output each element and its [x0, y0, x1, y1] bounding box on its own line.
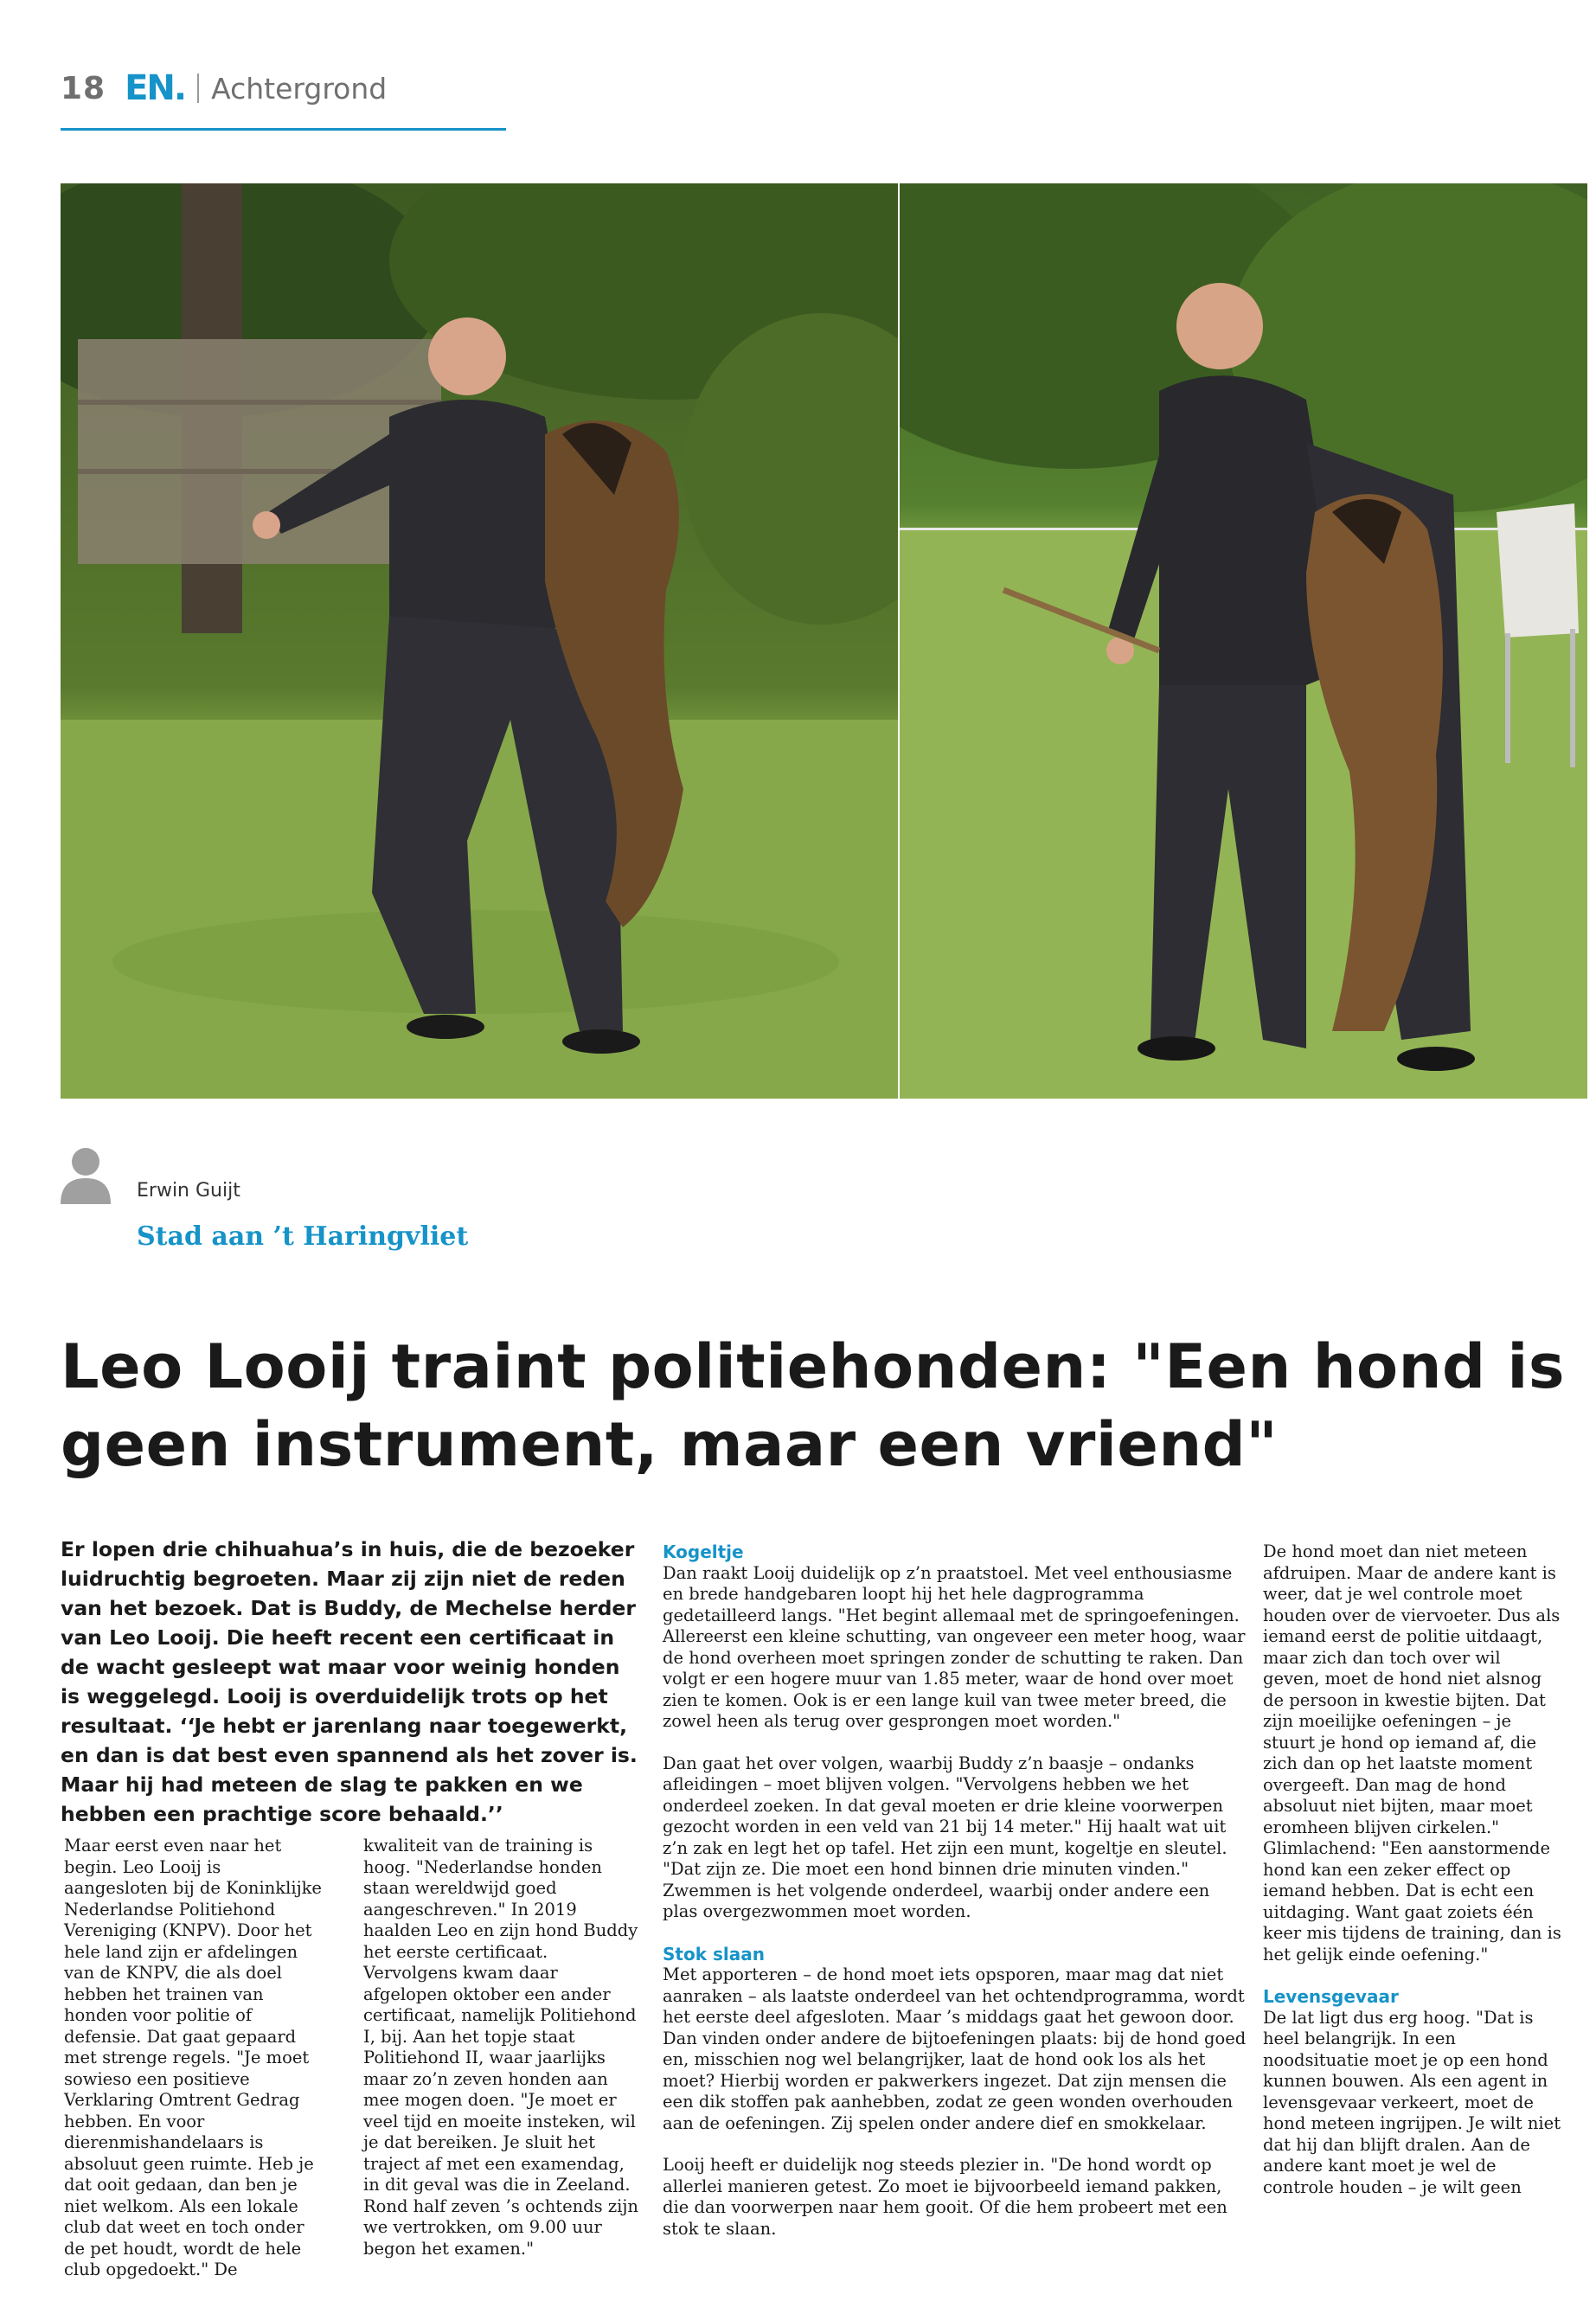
paragraph: Maar eerst even naar het begin. Leo Looij is aangesloten bij de Koninklijke Nederlandse Politiehond Vereniging (KNPV). Door het hele land zijn er afdelingen van de KNPV, die als doel hebben het trainen van honden voor politie of defensie. Dat gaat gepaard met strenge regels. "Je moet sowieso een positieve Verklaring Omtrent Gedrag hebben. En voor dierenmishandelaars is absoluut geen ruimte. Heb je dat ooit gedaan, dan ben je niet welkom. Als een lokale club dat weet en toch onder de pet houdt, wordt de hele club opgedoekt." De	[64, 1836, 322, 2279]
paragraph: Looij heeft er duidelijk nog steeds plezier in. "De hond wordt op allerlei manieren getest. Zo moet ie bijvoorbeeld iemand pakken, die dan voorwerpen naar hem gooit. Of die hem probeert met een stok te slaan.	[663, 2155, 1227, 2239]
person-icon	[61, 1147, 111, 1204]
paragraph: Dan raakt Looij duidelijk op z’n praatstoel. Met veel enthousiasme en brede handgebaren loopt hij het hele dagprogramma gedetailleerd langs. "Het begint allemaal met de springoefeningen. Allereerst een kleine schutting, van ongeveer een meter hoog, waar de hond overheen moet springen zonder de schutting te raken. Dan volgt er een hogere muur van 1.85 meter, waar de hond over moet zien te komen. Ook is er een lange kuil van twee meter breed, die zowel heen als terug over gesprongen moet worden."	[663, 1562, 1246, 1731]
paragraph: Met apporteren – de hond moet iets opsporen, maar mag dat niet aanraken – als laatste onderdeel van het ochtendprogramma, wordt het eerste deel afgesloten. Maar ’s middags gaat het gewoon door. Dan vinden onder andere de bijtoefeningen plaats: bij de hond goed en, misschien nog wel belangrijker, laat de hond ook los als het moet? Hierbij worden er pakwerkers ingezet. Dat zijn mensen die een dik stoffen pak aanhebben, zodat ze geen wonden overhouden aan de oefeningen. Zij spelen onder andere dief en smokkelaar.	[663, 1965, 1247, 2133]
masthead	[61, 62, 387, 114]
photo-dog-training-bite-icon	[900, 183, 1587, 1099]
page-number: 18	[61, 70, 106, 106]
paragraph: Dan gaat het over volgen, waarbij Buddy z’n baasje – ondanks afleidingen – moet blijven volgen. "Vervolgens hebben we het onderdeel zoeken. In dat geval moeten er drie kleine voorwerpen gezocht worden in een veld van 21 bij 14 meter." Hij haalt wat uit z’n zak en legt het op tafel. Het zijn een munt, kogeltje en sleutel. "Dat zijn ze. Die moet een hond binnen drie minuten vinden." Zwemmen is het volgende onderdeel, waarbij onder andere een plas overgezwommen moet worden.	[663, 1753, 1227, 1921]
headline: Leo Looij traint politiehonden: "Een hond is geen instrument, maar een vriend"	[61, 1331, 1566, 1480]
paragraph-gap	[663, 1733, 1247, 1753]
masthead-divider	[197, 74, 199, 103]
photo-dog-training-bite	[900, 183, 1587, 1099]
paragraph-gap	[1263, 1965, 1561, 1986]
newspaper-logo[interactable]: EN.	[125, 68, 186, 108]
paragraph-gap	[663, 1923, 1247, 1944]
intro-paragraph: Er lopen drie chihuahua’s in huis, die de bezoeker luidruchtig begroeten. Maar zij zijn niet de reden van het bezoek. Dat is Buddy, de Mechelse herder van Leo Looij. Die heeft recent een certificaat in de wacht gesleept wat maar voor weinig honden is weggelegd. Looij is overduidelijk trots op het resultaat. ‘‘Je hebt er jarenlang naar toegewerkt, en dan is dat best even spannend als het zover is. Maar hij had meteen de slag te pakken en we hebben een prachtige score behaald.’’	[61, 1537, 638, 1826]
location-label: Stad aan ’t Haringvliet	[137, 1221, 469, 1252]
photo-dog-training-jump	[61, 183, 898, 1099]
paragraph: De hond moet dan niet meteen afdruipen. Maar de andere kant is weer, dat je wel controle moet houden over de viervoeter. Dus als iemand eerst de politie uitdaagt, maar zich dan toch over wil geven, moet de hond niet alsnog de persoon in kwestie bijten. Dat zijn moeilijke oefeningen – je stuurt je hond op iemand af, die zich dan op het laatste moment overgeeft. Dan mag de hond absoluut niet bijten, maar moet eromheen blijven cirkelen." Glimlachend: "Een aanstormende hond kan een zeker effect op iemand hebben. Dat is echt een uitdaging. Want gaat zoiets één keer mis tijdens de training, dan is het gelijk einde oefening."	[1263, 1541, 1561, 1965]
section-label[interactable]: Achtergrond	[211, 71, 388, 106]
subhead-stok-slaan: Stok slaan	[663, 1943, 765, 1965]
subhead-kogeltje: Kogeltje	[663, 1541, 744, 1562]
subhead-levensgevaar: Levensgevaar	[1263, 1986, 1399, 2007]
paragraph-gap	[663, 2134, 1247, 2155]
article-column-3	[663, 1541, 1247, 2240]
masthead-rule	[61, 128, 506, 131]
article-column-1	[64, 1836, 324, 2281]
author-name: Erwin Guijt	[137, 1180, 240, 1202]
paragraph: kwaliteit van de training is hoog. "Nederlandse honden staan wereldwijd goed aangeschreven." In 2019 haalden Leo en zijn hond Buddy het eerste certificaat. Vervolgens kwam daar afgelopen oktober een ander certificaat, namelijk Politiehond I, bij. Aan het topje staat Politiehond II, waar jaarlijks maar zo’n zeven honden aan mee mogen doen. "Je moet er veel tijd en moeite insteken, wil je dat bereiken. Je sluit het traject af met een examendag, in dit geval was die in Zeeland. Rond half zeven ’s ochtends zijn we vertrokken, om 9.00 uur begon het examen."	[363, 1836, 638, 2259]
photo-dog-training-jump-icon	[61, 183, 898, 1099]
article-column-2	[363, 1836, 638, 2259]
article-column-4	[1263, 1541, 1561, 2198]
byline	[61, 1144, 753, 1204]
paragraph: De lat ligt dus erg hoog. "Dat is heel belangrijk. In een noodsituatie moet je op een hond kunnen bouwen. Als een agent in levensgevaar verkeert, moet de hond meteen ingrijpen. Je wilt niet dat hij dan blijft dralen. Aan de andere kant moet je wel de controle houden – je wilt geen	[1263, 2007, 1561, 2197]
